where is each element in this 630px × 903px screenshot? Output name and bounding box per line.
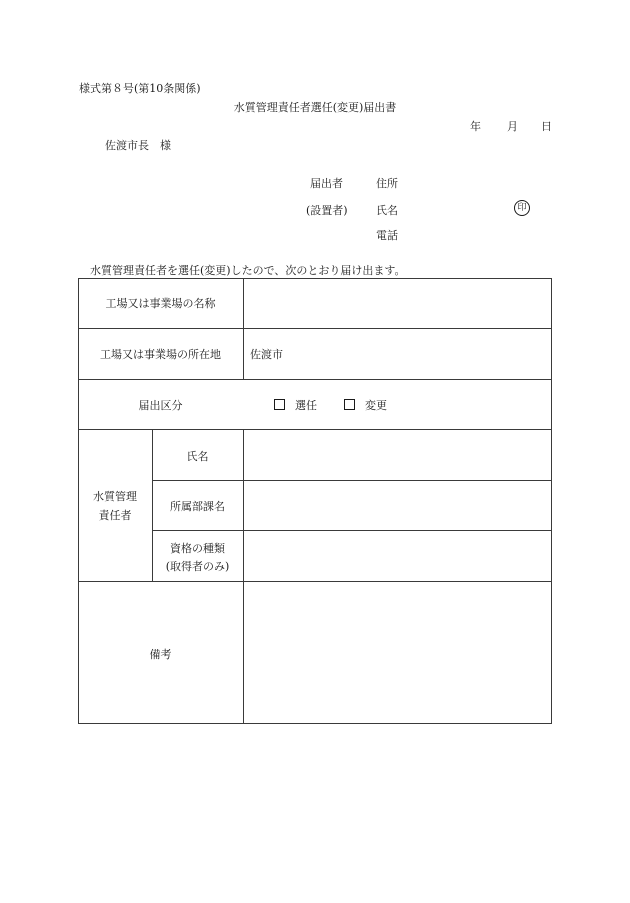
phone-label: 電話 (376, 229, 398, 242)
department-field[interactable] (244, 481, 550, 529)
category-label: 届出区分 (138, 399, 183, 412)
department-label: 所属部課名 (170, 500, 225, 513)
manager-label-line1: 水質管理 (93, 490, 137, 503)
qualification-label-line1: 資格の種類 (170, 542, 225, 555)
qualification-field[interactable] (244, 531, 550, 580)
change-label: 変更 (365, 399, 387, 412)
appoint-label: 選任 (295, 399, 317, 412)
form-number: 様式第８号(第10条関係) (79, 82, 201, 95)
name-label: 氏名 (376, 204, 398, 217)
appoint-checkbox[interactable] (274, 399, 285, 410)
manager-name-label: 氏名 (186, 450, 209, 463)
date-month-label: 月 (507, 120, 518, 133)
table-border-bottom (78, 723, 552, 724)
manager-name-field[interactable] (244, 430, 550, 479)
manager-label-line2: 責任者 (98, 509, 132, 522)
change-option[interactable] (344, 397, 387, 413)
seal-mark-icon: 印 (514, 200, 530, 216)
statement-text: 水質管理責任者を選任(変更)したので、次のとおり届け出ます。 (90, 264, 406, 277)
document-title: 水質管理責任者選任(変更)届出書 (233, 101, 397, 114)
factory-location-label: 工場又は事業場の所在地 (100, 348, 221, 361)
remarks-label: 備考 (149, 648, 172, 661)
factory-location-field[interactable]: 佐渡市 (250, 348, 283, 361)
addressee-name: 佐渡市長 (105, 139, 149, 152)
remarks-field[interactable] (244, 582, 550, 722)
row-divider (78, 328, 552, 329)
factory-name-label: 工場又は事業場の名称 (105, 297, 216, 310)
addressee-honorific: 様 (160, 139, 171, 152)
change-checkbox[interactable] (344, 399, 355, 410)
address-label: 住所 (376, 177, 398, 190)
installer-label: (設置者) (306, 204, 348, 217)
qualification-label-line2: (取得者のみ) (165, 560, 230, 573)
notifier-label: 届出者 (310, 177, 343, 190)
date-year-label: 年 (470, 120, 481, 133)
table-border-right (551, 278, 552, 724)
factory-name-field[interactable] (244, 279, 550, 327)
row-divider (78, 379, 552, 380)
date-day-label: 日 (541, 120, 552, 133)
appoint-option[interactable] (274, 397, 317, 413)
notification-table (78, 278, 552, 724)
